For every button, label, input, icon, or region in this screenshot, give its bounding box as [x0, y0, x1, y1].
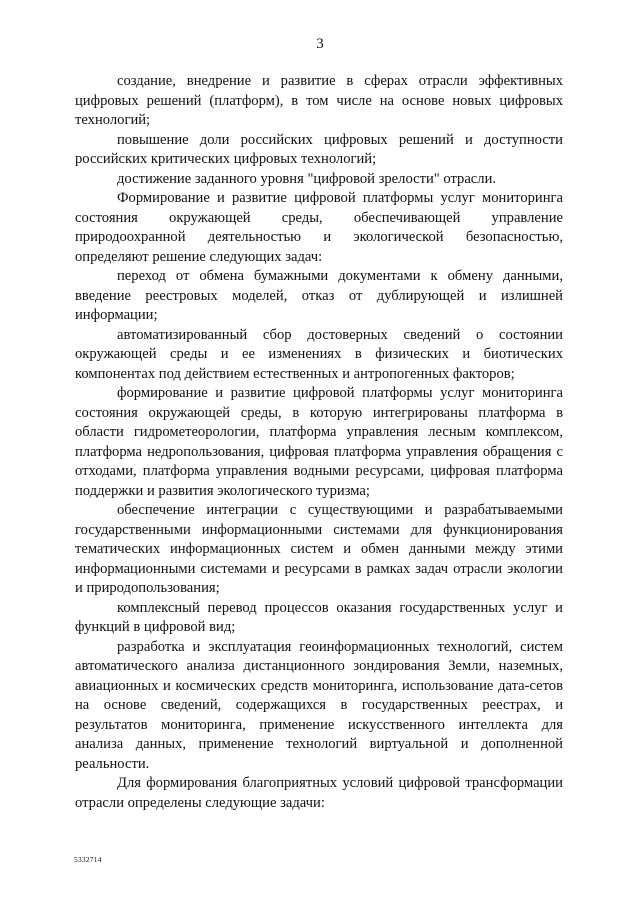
paragraph: разработка и эксплуатация геоинформационных технологий, систем автоматического анализа дистанционного зондирования Земли, наземных, авиационных и космических средств мониторинга, использование дата-сетов на основе сведений, содержащихся в государственных реестрах, и результатов мониторинга, применение искусственного интеллекта для анализа данных, применение технологий виртуальной и дополненной реальности. [75, 638, 563, 772]
paragraph: комплексный перевод процессов оказания государственных услуг и функций в цифровой вид; [75, 599, 563, 635]
paragraph: обеспечение интеграции с существующими и разрабатываемыми государственными информационными системами для функционирования тематических информационных систем и обмен данными между этими информационными системами и ресурсами в рамках задач отрасли экологии и природопользования; [75, 502, 563, 596]
paragraph: повышение доли российских цифровых решений и доступности российских критических цифровых технологий; [75, 131, 563, 167]
paragraph: Для формирования благоприятных условий цифровой трансформации отрасли определены следующие задачи: [75, 775, 563, 811]
document-body [75, 72, 563, 813]
paragraph: создание, внедрение и развитие в сферах отрасли эффективных цифровых решений (платформ), в том числе на основе новых цифровых технологий; [75, 73, 563, 128]
paragraph: достижение заданного уровня "цифровой зрелости" отрасли. [117, 170, 497, 187]
paragraph: Формирование и развитие цифровой платформы услуг мониторинга состояния окружающей среды, обеспечивающей управление природоохранной деятельностью и экологической безопасностью, определяют решение следующих задач: [75, 190, 563, 265]
paragraph: формирование и развитие цифровой платформы услуг мониторинга состояния окружающей среды, в которую интегрированы платформа в области гидрометеорологии, платформа управления лесным комплексом, платформа недропользования, цифровая платформа управления обращения с отходами, платформа управления водными ресурсами, цифровая платформа поддержки и развития экологического туризма; [75, 385, 563, 499]
document-code: 5332714 [74, 855, 102, 864]
page-number: 3 [316, 36, 324, 52]
paragraph: автоматизированный сбор достоверных сведений о состоянии окружающей среды и ее изменениях в физических и биотических компонентах под действием естественных и антропогенных факторов; [75, 326, 563, 382]
paragraph: переход от обмена бумажными документами к обмену данными, введение реестровых моделей, отказ от дублирующей и излишней информации; [75, 268, 563, 323]
